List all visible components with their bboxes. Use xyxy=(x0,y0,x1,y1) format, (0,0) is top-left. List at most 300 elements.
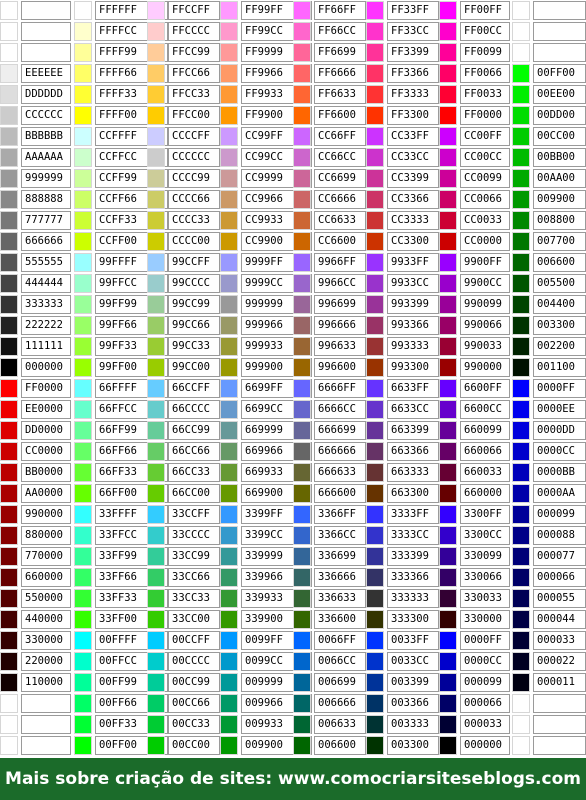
hex-code-label[interactable]: 669999 xyxy=(241,421,312,440)
color-swatch[interactable] xyxy=(0,442,18,461)
color-swatch[interactable] xyxy=(293,64,311,83)
color-swatch[interactable] xyxy=(147,358,165,377)
color-swatch[interactable] xyxy=(220,253,238,272)
color-swatch[interactable] xyxy=(0,148,18,167)
hex-code-label[interactable]: FF9966 xyxy=(241,64,312,83)
hex-code-label[interactable]: 666699 xyxy=(314,421,366,440)
hex-code-label[interactable]: 110000 xyxy=(21,673,71,692)
hex-code-label[interactable]: 009933 xyxy=(241,715,312,734)
color-swatch[interactable] xyxy=(220,232,238,251)
hex-code-label[interactable]: CCCCFF xyxy=(168,127,220,146)
hex-code-label[interactable]: FF0099 xyxy=(460,43,510,62)
hex-code-label[interactable]: 99CC33 xyxy=(168,337,220,356)
color-swatch[interactable] xyxy=(147,106,165,125)
color-swatch[interactable] xyxy=(147,148,165,167)
color-swatch[interactable] xyxy=(512,232,530,251)
color-swatch[interactable] xyxy=(512,526,530,545)
color-swatch[interactable] xyxy=(512,190,530,209)
hex-code-label[interactable]: 003366 xyxy=(387,694,439,713)
color-swatch[interactable] xyxy=(512,106,530,125)
hex-code-label[interactable]: FF9999 xyxy=(241,43,312,62)
color-swatch[interactable] xyxy=(74,358,92,377)
color-swatch[interactable] xyxy=(220,736,238,755)
color-swatch[interactable] xyxy=(512,316,530,335)
hex-code-label[interactable]: 00CC99 xyxy=(168,673,220,692)
color-swatch[interactable] xyxy=(220,295,238,314)
color-swatch[interactable] xyxy=(512,610,530,629)
color-swatch[interactable] xyxy=(366,421,384,440)
color-swatch[interactable] xyxy=(74,715,92,734)
hex-code-label[interactable]: CC6600 xyxy=(314,232,366,251)
hex-code-label[interactable]: FF6633 xyxy=(314,85,366,104)
color-swatch[interactable] xyxy=(439,442,457,461)
hex-code-label[interactable]: FFCCCC xyxy=(168,22,220,41)
hex-code-label[interactable]: 669966 xyxy=(241,442,312,461)
hex-code-label[interactable]: FFCC99 xyxy=(168,43,220,62)
hex-code-label[interactable]: FF00CC xyxy=(460,22,510,41)
color-swatch[interactable] xyxy=(439,547,457,566)
hex-code-label[interactable]: FF33FF xyxy=(387,1,439,20)
color-swatch[interactable] xyxy=(0,547,18,566)
hex-code-label[interactable]: CC9966 xyxy=(241,190,312,209)
color-swatch[interactable] xyxy=(293,85,311,104)
color-swatch[interactable] xyxy=(512,85,530,104)
color-swatch[interactable] xyxy=(74,442,92,461)
hex-code-label[interactable]: FFCC66 xyxy=(168,64,220,83)
color-swatch[interactable] xyxy=(293,211,311,230)
hex-code-label[interactable]: 00CC33 xyxy=(168,715,220,734)
hex-code-label[interactable]: CC0000 xyxy=(460,232,510,251)
color-swatch[interactable] xyxy=(512,484,530,503)
hex-code-label[interactable]: FF0066 xyxy=(460,64,510,83)
color-swatch[interactable] xyxy=(220,442,238,461)
hex-code-label[interactable]: 33CC99 xyxy=(168,547,220,566)
color-swatch[interactable] xyxy=(220,652,238,671)
hex-code-label[interactable]: 33FFFF xyxy=(95,505,168,524)
hex-code-label[interactable]: 001100 xyxy=(533,358,586,377)
color-swatch[interactable] xyxy=(74,631,92,650)
hex-code-label[interactable]: 000022 xyxy=(533,652,586,671)
color-swatch[interactable] xyxy=(366,715,384,734)
color-swatch[interactable] xyxy=(366,694,384,713)
hex-code-label[interactable]: CC0033 xyxy=(460,211,510,230)
hex-code-label[interactable]: 003300 xyxy=(533,316,586,335)
hex-code-label[interactable]: 9966FF xyxy=(314,253,366,272)
hex-code-label[interactable]: DD0000 xyxy=(21,421,71,440)
hex-code-label[interactable]: FF3399 xyxy=(387,43,439,62)
color-swatch[interactable] xyxy=(439,22,457,41)
color-swatch[interactable] xyxy=(74,484,92,503)
color-swatch[interactable] xyxy=(293,484,311,503)
color-swatch[interactable] xyxy=(512,442,530,461)
color-swatch[interactable] xyxy=(220,589,238,608)
hex-code-label[interactable]: 666666 xyxy=(21,232,71,251)
color-swatch[interactable] xyxy=(74,505,92,524)
hex-code-label[interactable]: CC99CC xyxy=(241,148,312,167)
color-swatch[interactable] xyxy=(0,400,18,419)
hex-code-label[interactable]: 000077 xyxy=(533,547,586,566)
color-swatch[interactable] xyxy=(512,673,530,692)
color-swatch[interactable] xyxy=(512,274,530,293)
hex-code-label[interactable]: 660000 xyxy=(21,568,71,587)
color-swatch[interactable] xyxy=(439,337,457,356)
color-swatch[interactable] xyxy=(147,400,165,419)
hex-code-label[interactable]: 666633 xyxy=(314,463,366,482)
color-swatch[interactable] xyxy=(366,526,384,545)
color-swatch[interactable] xyxy=(220,400,238,419)
hex-code-label[interactable]: 66FF66 xyxy=(95,442,168,461)
color-swatch[interactable] xyxy=(366,127,384,146)
hex-code-label[interactable]: 99FFCC xyxy=(95,274,168,293)
color-swatch[interactable] xyxy=(0,379,18,398)
hex-code-label[interactable]: CC99FF xyxy=(241,127,312,146)
hex-code-label[interactable]: 660066 xyxy=(460,442,510,461)
color-swatch[interactable] xyxy=(439,610,457,629)
hex-code-label[interactable]: FF3333 xyxy=(387,85,439,104)
color-swatch[interactable] xyxy=(439,358,457,377)
hex-code-label[interactable]: 3399CC xyxy=(241,526,312,545)
hex-code-label[interactable]: 66FF99 xyxy=(95,421,168,440)
color-swatch[interactable] xyxy=(74,43,92,62)
hex-code-label[interactable]: FF0000 xyxy=(21,379,71,398)
hex-code-label[interactable]: 006699 xyxy=(314,673,366,692)
color-swatch[interactable] xyxy=(439,148,457,167)
color-swatch[interactable] xyxy=(366,64,384,83)
color-swatch[interactable] xyxy=(147,694,165,713)
hex-code-label[interactable]: CCFFCC xyxy=(95,148,168,167)
color-swatch[interactable] xyxy=(74,673,92,692)
hex-code-label[interactable]: CC3333 xyxy=(387,211,439,230)
color-swatch[interactable] xyxy=(366,673,384,692)
color-swatch[interactable] xyxy=(74,211,92,230)
color-swatch[interactable] xyxy=(147,169,165,188)
color-swatch[interactable] xyxy=(293,148,311,167)
hex-code-label[interactable]: 33FF66 xyxy=(95,568,168,587)
footer-banner[interactable]: Mais sobre criação de sites: www.comocriarsiteseblogs.com xyxy=(0,758,586,800)
hex-code-label[interactable]: 333399 xyxy=(387,547,439,566)
hex-code-label[interactable]: 999999 xyxy=(241,295,312,314)
color-swatch[interactable] xyxy=(0,316,18,335)
hex-code-label[interactable]: FF66CC xyxy=(314,22,366,41)
color-swatch[interactable] xyxy=(366,1,384,20)
color-swatch[interactable] xyxy=(293,232,311,251)
color-swatch[interactable] xyxy=(147,610,165,629)
color-swatch[interactable] xyxy=(512,253,530,272)
hex-code-label[interactable]: 993366 xyxy=(387,316,439,335)
color-swatch[interactable] xyxy=(366,85,384,104)
color-swatch[interactable] xyxy=(147,736,165,755)
hex-code-label[interactable]: 99FFFF xyxy=(95,253,168,272)
hex-code-label[interactable]: 990099 xyxy=(460,295,510,314)
color-swatch[interactable] xyxy=(293,127,311,146)
color-swatch[interactable] xyxy=(220,337,238,356)
color-swatch[interactable] xyxy=(0,589,18,608)
hex-code-label[interactable]: FF9933 xyxy=(241,85,312,104)
color-swatch[interactable] xyxy=(439,505,457,524)
color-swatch[interactable] xyxy=(439,484,457,503)
color-swatch[interactable] xyxy=(74,232,92,251)
hex-code-label[interactable]: 330000 xyxy=(460,610,510,629)
color-swatch[interactable] xyxy=(439,43,457,62)
hex-code-label[interactable]: 000033 xyxy=(460,715,510,734)
hex-code-label[interactable]: 663366 xyxy=(387,442,439,461)
color-swatch[interactable] xyxy=(512,148,530,167)
hex-code-label[interactable]: 555555 xyxy=(21,253,71,272)
color-swatch[interactable] xyxy=(366,652,384,671)
hex-code-label[interactable]: 00CCCC xyxy=(168,652,220,671)
hex-code-label[interactable]: FF3366 xyxy=(387,64,439,83)
hex-code-label[interactable]: 336633 xyxy=(314,589,366,608)
color-swatch[interactable] xyxy=(220,379,238,398)
color-swatch[interactable] xyxy=(220,1,238,20)
color-swatch[interactable] xyxy=(512,127,530,146)
color-swatch[interactable] xyxy=(74,85,92,104)
color-swatch[interactable] xyxy=(74,22,92,41)
hex-code-label[interactable]: 99CC00 xyxy=(168,358,220,377)
color-swatch[interactable] xyxy=(366,568,384,587)
hex-code-label[interactable]: 006633 xyxy=(314,715,366,734)
color-swatch[interactable] xyxy=(74,421,92,440)
hex-code-label[interactable]: 66CCFF xyxy=(168,379,220,398)
hex-code-label[interactable]: 000000 xyxy=(460,736,510,755)
color-swatch[interactable] xyxy=(147,1,165,20)
color-swatch[interactable] xyxy=(512,463,530,482)
hex-code-label[interactable]: 0000AA xyxy=(533,484,586,503)
hex-code-label[interactable]: 33FF00 xyxy=(95,610,168,629)
hex-code-label[interactable]: 9966CC xyxy=(314,274,366,293)
hex-code-label[interactable]: 000099 xyxy=(533,505,586,524)
color-swatch[interactable] xyxy=(74,190,92,209)
color-swatch[interactable] xyxy=(74,148,92,167)
color-swatch[interactable] xyxy=(293,442,311,461)
hex-code-label[interactable]: 669900 xyxy=(241,484,312,503)
hex-code-label[interactable]: 330066 xyxy=(460,568,510,587)
color-swatch[interactable] xyxy=(366,211,384,230)
hex-code-label[interactable]: 66CC99 xyxy=(168,421,220,440)
color-swatch[interactable] xyxy=(220,85,238,104)
hex-code-label[interactable]: AA0000 xyxy=(21,484,71,503)
hex-code-label[interactable]: 0000FF xyxy=(533,379,586,398)
hex-code-label[interactable]: CC00FF xyxy=(460,127,510,146)
color-swatch[interactable] xyxy=(439,316,457,335)
hex-code-label[interactable]: DDDDDD xyxy=(21,85,71,104)
color-swatch[interactable] xyxy=(366,358,384,377)
hex-code-label[interactable]: 990066 xyxy=(460,316,510,335)
hex-code-label[interactable]: 99CC99 xyxy=(168,295,220,314)
hex-code-label[interactable]: FF0000 xyxy=(460,106,510,125)
color-swatch[interactable] xyxy=(512,295,530,314)
hex-code-label[interactable]: 440000 xyxy=(21,610,71,629)
hex-code-label[interactable]: 66CCCC xyxy=(168,400,220,419)
color-swatch[interactable] xyxy=(366,463,384,482)
hex-code-label[interactable]: AAAAAA xyxy=(21,148,71,167)
color-swatch[interactable] xyxy=(439,253,457,272)
hex-code-label[interactable]: 000066 xyxy=(460,694,510,713)
hex-code-label[interactable]: CC0066 xyxy=(460,190,510,209)
color-swatch[interactable] xyxy=(147,295,165,314)
hex-code-label[interactable]: 66CC33 xyxy=(168,463,220,482)
hex-code-label[interactable]: 00FF00 xyxy=(95,736,168,755)
color-swatch[interactable] xyxy=(366,505,384,524)
hex-code-label[interactable]: 333300 xyxy=(387,610,439,629)
color-swatch[interactable] xyxy=(512,337,530,356)
color-swatch[interactable] xyxy=(366,484,384,503)
hex-code-label[interactable]: 0033CC xyxy=(387,652,439,671)
hex-code-label[interactable]: BBBBBB xyxy=(21,127,71,146)
hex-code-label[interactable]: CC6666 xyxy=(314,190,366,209)
color-swatch[interactable] xyxy=(220,169,238,188)
hex-code-label[interactable]: 00DD00 xyxy=(533,106,586,125)
hex-code-label[interactable]: 336666 xyxy=(314,568,366,587)
hex-code-label[interactable]: 3366FF xyxy=(314,505,366,524)
color-swatch[interactable] xyxy=(74,1,92,20)
hex-code-label[interactable]: 0099FF xyxy=(241,631,312,650)
color-swatch[interactable] xyxy=(74,526,92,545)
hex-code-label[interactable]: CC3300 xyxy=(387,232,439,251)
hex-code-label[interactable]: 663399 xyxy=(387,421,439,440)
hex-code-label[interactable]: 550000 xyxy=(21,589,71,608)
hex-code-label[interactable]: 00FF00 xyxy=(533,64,586,83)
color-swatch[interactable] xyxy=(147,127,165,146)
color-swatch[interactable] xyxy=(220,610,238,629)
color-swatch[interactable] xyxy=(366,442,384,461)
color-swatch[interactable] xyxy=(220,694,238,713)
color-swatch[interactable] xyxy=(74,337,92,356)
hex-code-label[interactable]: CC0000 xyxy=(21,442,71,461)
color-swatch[interactable] xyxy=(220,211,238,230)
hex-code-label[interactable]: 99CCFF xyxy=(168,253,220,272)
hex-code-label[interactable]: 33FFCC xyxy=(95,526,168,545)
hex-code-label[interactable]: 0000DD xyxy=(533,421,586,440)
color-swatch[interactable] xyxy=(74,463,92,482)
color-swatch[interactable] xyxy=(147,274,165,293)
hex-code-label[interactable]: 880000 xyxy=(21,526,71,545)
hex-code-label[interactable]: 000099 xyxy=(460,673,510,692)
color-swatch[interactable] xyxy=(74,694,92,713)
color-swatch[interactable] xyxy=(512,505,530,524)
color-swatch[interactable] xyxy=(220,421,238,440)
hex-code-label[interactable]: 9900FF xyxy=(460,253,510,272)
hex-code-label[interactable]: 00BB00 xyxy=(533,148,586,167)
hex-code-label[interactable]: 99FF00 xyxy=(95,358,168,377)
hex-code-label[interactable]: 3300CC xyxy=(460,526,510,545)
color-swatch[interactable] xyxy=(147,463,165,482)
hex-code-label[interactable]: 99CC66 xyxy=(168,316,220,335)
color-swatch[interactable] xyxy=(220,505,238,524)
color-swatch[interactable] xyxy=(512,631,530,650)
hex-code-label[interactable]: 669933 xyxy=(241,463,312,482)
hex-code-label[interactable]: 990033 xyxy=(460,337,510,356)
hex-code-label[interactable]: 9933CC xyxy=(387,274,439,293)
color-swatch[interactable] xyxy=(147,64,165,83)
hex-code-label[interactable]: FF6666 xyxy=(314,64,366,83)
hex-code-label[interactable]: FFCCFF xyxy=(168,1,220,20)
color-swatch[interactable] xyxy=(74,589,92,608)
hex-code-label[interactable]: 660000 xyxy=(460,484,510,503)
color-swatch[interactable] xyxy=(439,715,457,734)
hex-code-label[interactable]: FF99FF xyxy=(241,1,312,20)
hex-code-label[interactable]: 006666 xyxy=(314,694,366,713)
hex-code-label[interactable]: CCFF66 xyxy=(95,190,168,209)
color-swatch[interactable] xyxy=(0,610,18,629)
color-swatch[interactable] xyxy=(220,568,238,587)
color-swatch[interactable] xyxy=(147,85,165,104)
color-swatch[interactable] xyxy=(293,379,311,398)
hex-code-label[interactable]: 6666FF xyxy=(314,379,366,398)
color-swatch[interactable] xyxy=(147,190,165,209)
hex-code-label[interactable]: 660033 xyxy=(460,463,510,482)
color-swatch[interactable] xyxy=(220,715,238,734)
color-swatch[interactable] xyxy=(366,316,384,335)
hex-code-label[interactable]: 0099CC xyxy=(241,652,312,671)
color-swatch[interactable] xyxy=(512,652,530,671)
color-swatch[interactable] xyxy=(439,232,457,251)
color-swatch[interactable] xyxy=(220,43,238,62)
color-swatch[interactable] xyxy=(366,253,384,272)
hex-code-label[interactable]: 339933 xyxy=(241,589,312,608)
hex-code-label[interactable]: 9999FF xyxy=(241,253,312,272)
hex-code-label[interactable]: 6600CC xyxy=(460,400,510,419)
hex-code-label[interactable]: CC6633 xyxy=(314,211,366,230)
hex-code-label[interactable]: CCCCCC xyxy=(168,148,220,167)
hex-code-label[interactable]: 33CCFF xyxy=(168,505,220,524)
hex-code-label[interactable]: 008800 xyxy=(533,211,586,230)
hex-code-label[interactable]: 003399 xyxy=(387,673,439,692)
hex-code-label[interactable]: 666600 xyxy=(314,484,366,503)
hex-code-label[interactable]: FF3300 xyxy=(387,106,439,125)
hex-code-label[interactable]: 999966 xyxy=(241,316,312,335)
color-swatch[interactable] xyxy=(293,190,311,209)
color-swatch[interactable] xyxy=(0,64,18,83)
hex-code-label[interactable]: 006600 xyxy=(533,253,586,272)
color-swatch[interactable] xyxy=(147,253,165,272)
color-swatch[interactable] xyxy=(147,379,165,398)
color-swatch[interactable] xyxy=(293,526,311,545)
hex-code-label[interactable]: 0000EE xyxy=(533,400,586,419)
hex-code-label[interactable]: 33CC66 xyxy=(168,568,220,587)
hex-code-label[interactable]: 0066CC xyxy=(314,652,366,671)
color-swatch[interactable] xyxy=(220,358,238,377)
hex-code-label[interactable]: 3366CC xyxy=(314,526,366,545)
color-swatch[interactable] xyxy=(0,631,18,650)
hex-code-label[interactable]: 00CC66 xyxy=(168,694,220,713)
hex-code-label[interactable]: 339966 xyxy=(241,568,312,587)
color-swatch[interactable] xyxy=(147,316,165,335)
color-swatch[interactable] xyxy=(74,568,92,587)
color-swatch[interactable] xyxy=(293,673,311,692)
hex-code-label[interactable]: 663333 xyxy=(387,463,439,482)
color-swatch[interactable] xyxy=(147,484,165,503)
hex-code-label[interactable]: CCCC00 xyxy=(168,232,220,251)
color-swatch[interactable] xyxy=(366,232,384,251)
hex-code-label[interactable]: FFFF99 xyxy=(95,43,168,62)
hex-code-label[interactable]: 00FF66 xyxy=(95,694,168,713)
color-swatch[interactable] xyxy=(293,715,311,734)
color-swatch[interactable] xyxy=(293,22,311,41)
color-swatch[interactable] xyxy=(366,169,384,188)
hex-code-label[interactable]: EEEEEE xyxy=(21,64,71,83)
color-swatch[interactable] xyxy=(147,505,165,524)
color-swatch[interactable] xyxy=(293,316,311,335)
color-swatch[interactable] xyxy=(74,64,92,83)
color-swatch[interactable] xyxy=(439,211,457,230)
hex-code-label[interactable]: 3333CC xyxy=(387,526,439,545)
color-swatch[interactable] xyxy=(293,169,311,188)
hex-code-label[interactable]: CC00CC xyxy=(460,148,510,167)
hex-code-label[interactable]: CC33FF xyxy=(387,127,439,146)
color-swatch[interactable] xyxy=(293,589,311,608)
hex-code-label[interactable]: FF6600 xyxy=(314,106,366,125)
